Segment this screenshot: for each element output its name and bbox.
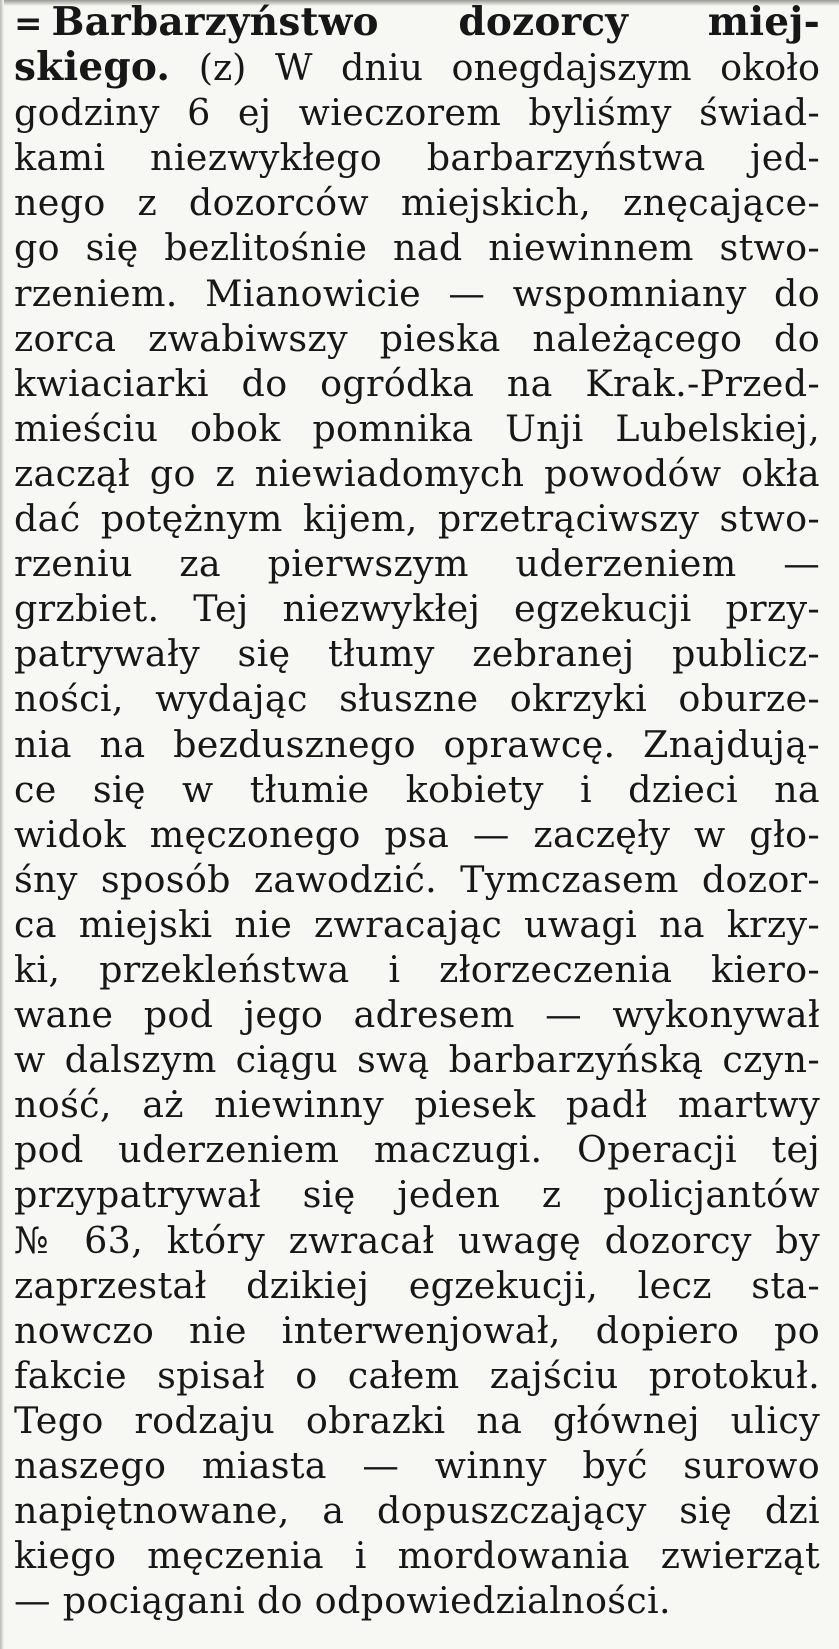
body-line: № 63, który zwracał uwagę dozorcy by <box>14 1218 820 1262</box>
body-line: kami niezwykłego barbarzyństwa jed- <box>14 136 820 180</box>
body-line: nego z dozorców miejskich, znęcające- <box>14 181 820 225</box>
body-line: rzeniu za pierwszym uderzeniem — <box>14 542 820 586</box>
body-line: przypatrywał się jeden z policjantów <box>14 1173 820 1217</box>
body-line: grzbiet. Tej niezwykłej egzekucji przy- <box>14 587 820 631</box>
body-line: napiętnowane, a dopuszczający się dzi <box>14 1489 820 1533</box>
body-line: nowczo nie interwenjował, dopiero po <box>14 1308 820 1352</box>
body-line: nia na bezdusznego oprawcę. Znajdują- <box>14 722 820 766</box>
headline-part-2: skiego. <box>14 44 171 91</box>
body-line: kwiaciarki do ogródka na Krak.-Przed- <box>14 361 820 405</box>
body-line: śny sposób zawodzić. Tymczasem dozor- <box>14 857 820 901</box>
body-line-final: — pociągani do odpowiedzialności. <box>14 1579 671 1623</box>
headline-line-2 <box>14 45 820 90</box>
headline-line-1 <box>14 0 820 45</box>
page-left-edge <box>0 0 4 1649</box>
body-line: naszego miasta — winny być surowo <box>14 1444 820 1487</box>
section-marker: = <box>14 4 42 44</box>
body-line: pod uderzeniem maczugi. Operacji tej <box>14 1128 820 1172</box>
body-line: godziny 6 ej wieczorem byliśmy świad- <box>14 91 820 135</box>
body-line: Tego rodzaju obrazki na głównej ulicy <box>14 1398 820 1442</box>
body-line: rzeniem. Mianowicie — wspomniany do <box>14 271 820 315</box>
body-line: zaprzestał dzikiej egzekucji, lecz sta- <box>14 1263 820 1307</box>
body-line: patrywały się tłumy zebranej publicz- <box>14 632 820 676</box>
body-line: mieściu obok pomnika Unji Lubelskiej, <box>14 406 820 450</box>
body-line: fakcie spisał o całem zajściu protokuł. <box>14 1353 820 1397</box>
body-line: go się bezlitośnie nad niewinnem stwo- <box>14 226 820 270</box>
body-line: zorca zwabiwszy pieska należącego do <box>14 316 820 360</box>
body-line: ność, aż niewinny piesek padł martwy <box>14 1083 820 1127</box>
body-line: ności, wydając słuszne okrzyki oburze- <box>14 677 820 721</box>
body-line: ca miejski nie zwracając uwagi na krzy- <box>14 902 820 946</box>
news-article <box>14 0 820 1623</box>
body-line: ce się w tłumie kobiety i dzieci na <box>14 767 820 811</box>
body-line-opening: W dniu onegdajszym około <box>274 46 820 90</box>
headline-part-1: Barbarzyństwo dozorcy miej- <box>51 0 820 45</box>
body-line: kiego męczenia i mordowania zwierząt <box>14 1534 820 1578</box>
body-line: ki, przekleństwa i złorzeczenia kiero- <box>14 947 820 991</box>
body-line: dać potężnym kijem, przetrąciwszy stwo- <box>14 497 820 541</box>
dateline: (z) <box>198 46 247 90</box>
body-line: wane pod jego adresem — wykonywał <box>14 993 820 1037</box>
body-line: w dalszym ciągu swą barbarzyńską czyn- <box>14 1038 820 1082</box>
body-line: zaczął go z niewiadomych powodów okła <box>14 451 820 495</box>
body-line: widok męczonego psa — zaczęły w gło- <box>14 812 820 856</box>
